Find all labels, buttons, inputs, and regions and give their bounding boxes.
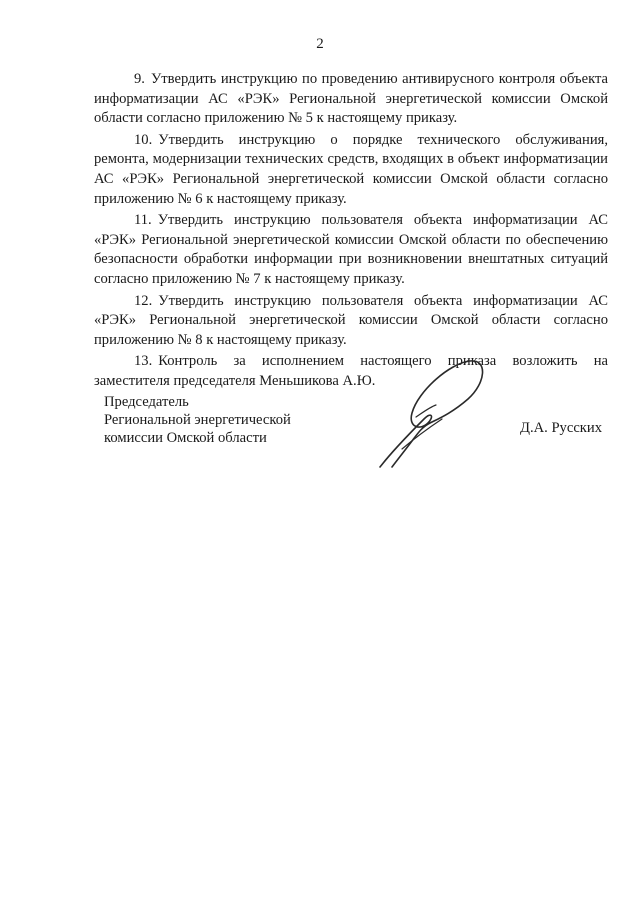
signatory-title-line: Региональной энергетической <box>104 412 291 428</box>
paragraph-text: Утвердить инструкцию пользователя объекта информатизации АС «РЭК» Региональной энергетической комиссии Омской области по обеспечению безопасности обработки информации при возникновении внештатных ситуаций согласно приложению № 7 к настоящему приказу. <box>94 212 608 287</box>
paragraph-text: Контроль за исполнением настоящего приказа возложить на заместителя председателя Меньшикова А.Ю. <box>94 353 608 389</box>
paragraph-number: 11. <box>134 212 152 229</box>
paragraph-number: 12. <box>134 292 153 309</box>
document-body <box>94 70 608 394</box>
paragraph-number: 13. <box>134 353 153 370</box>
paragraph-12 <box>94 292 608 351</box>
paragraph-11 <box>94 211 608 289</box>
paragraph-text: Утвердить инструкцию пользователя объекта информатизации АС «РЭК» Региональной энергетической комиссии Омской области согласно приложению № 8 к настоящему приказу. <box>94 292 608 348</box>
paragraph-text: Утвердить инструкцию о порядке технического обслуживания, ремонта, модернизации технических средств, входящих в объект информатизации АС «РЭК» Региональной энергетической комиссии Омской области согласно приложению № 6 к настоящему приказу. <box>94 131 608 207</box>
paragraph-13 <box>94 352 608 391</box>
paragraph-number: 10. <box>134 131 153 148</box>
signatory-title <box>104 393 291 447</box>
paragraph-9 <box>94 70 608 129</box>
paragraph-10 <box>94 131 608 209</box>
page-number: 2 <box>316 36 324 52</box>
signatory-title-line: комиссии Омской области <box>104 430 267 446</box>
signatory-name: Д.А. Русских <box>520 420 603 436</box>
signatory-title-line: Председатель <box>104 394 189 410</box>
paragraph-number: 9. <box>134 71 145 87</box>
paragraph-text: Утвердить инструкцию по проведению антивирусного контроля объекта информатизации АС «РЭК» Региональной энергетической комиссии Омской области согласно приложению № 5 к настоящему приказу. <box>94 71 608 127</box>
handwritten-signature <box>372 357 492 472</box>
